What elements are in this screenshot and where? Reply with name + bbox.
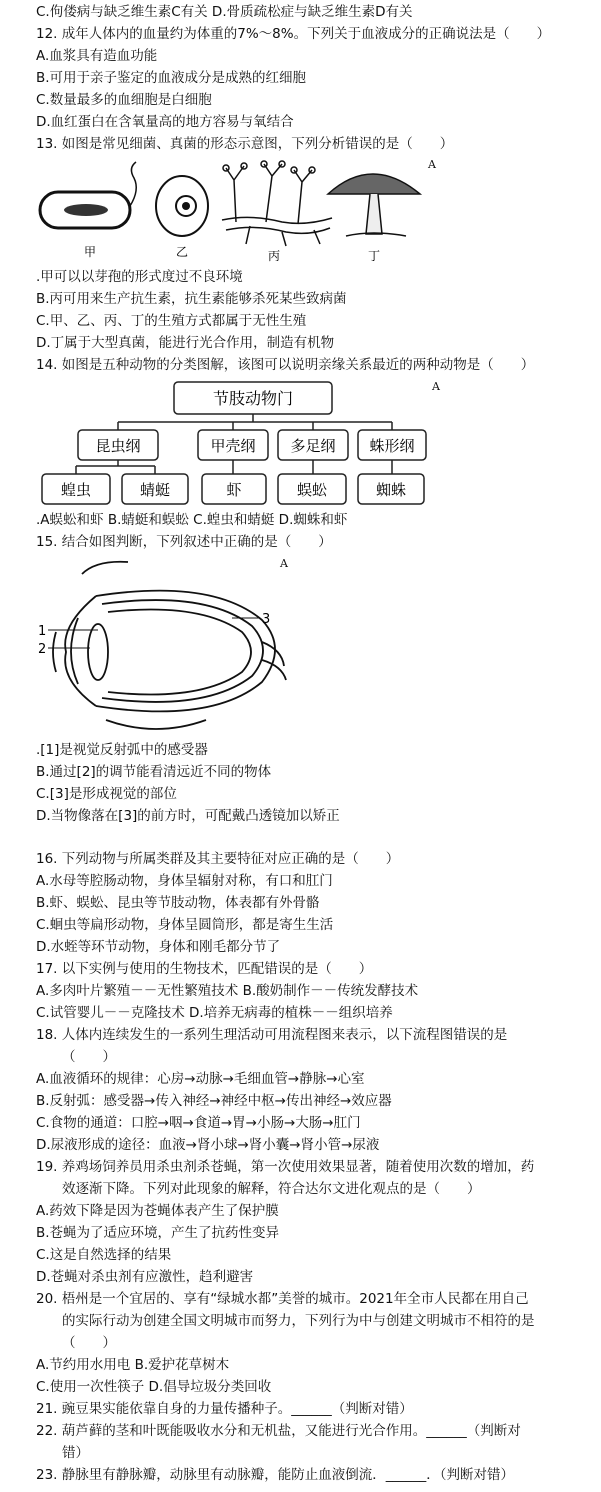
class-insecta: 昆虫纲 xyxy=(95,437,141,455)
q13-stem: 13. 如图是常见细菌、真菌的形态示意图，下列分析错误的是（ ） xyxy=(36,136,454,152)
q18-option-c: C.食物的通道：口腔→咽→食道→胃→小肠→大肠→肛门 xyxy=(36,1115,361,1131)
q17-stem: 17. 以下实例与使用的生物技术，匹配错误的是（ ） xyxy=(36,961,373,977)
class-myriapoda: 多足纲 xyxy=(290,437,336,455)
class-crustacea: 甲壳纲 xyxy=(210,437,256,455)
q15-figure xyxy=(36,556,296,738)
q12-option-d: D.血红蛋白在含氧量高的地方容易与氧结合 xyxy=(36,114,294,130)
q13-figure xyxy=(36,160,436,268)
q14-figure xyxy=(36,378,436,508)
q17-options-cd: C.试管婴儿－－克隆技术 D.培养无病毒的植株－－组织培养 xyxy=(36,1005,393,1021)
q12-option-a: A.血浆具有造血功能 xyxy=(36,48,158,64)
q17-options-ab: A.多肉叶片繁殖－－无性繁殖技术 B.酸奶制作－－传统发酵技术 xyxy=(36,983,419,999)
q13-option-b: B.丙可用来生产抗生素，抗生素能够杀死某些致病菌 xyxy=(36,291,347,307)
q19-option-d: D.苍蝇对杀虫剂有应激性，趋利避害 xyxy=(36,1269,254,1285)
class-arachnida: 蛛形纲 xyxy=(369,437,415,455)
label-yi: 乙 xyxy=(176,245,189,259)
q16-stem: 16. 下列动物与所属类群及其主要特征对应正确的是（ ） xyxy=(36,851,400,867)
q13-option-a: .甲可以以芽孢的形式度过不良环境 xyxy=(36,269,243,285)
q18-stem-bracket: （ ） xyxy=(62,1049,116,1065)
q15-option-d: D.当物像落在[3]的前方时，可配戴凸透镜加以矫正 xyxy=(36,808,340,824)
mold-bing-drawing xyxy=(222,161,332,246)
animal-locust: 蝗虫 xyxy=(60,481,92,499)
q15-stem: 15. 结合如图判断，下列叙述中正确的是（ ） xyxy=(36,534,332,550)
q18-option-b: B.反射弧：感受器→传入神经→神经中枢→传出神经→效应器 xyxy=(36,1093,392,1109)
q20-stem: 20. 梧州是一个宜居的、享有“绿城水都”美誉的城市。2021年全市人民都在用自己 xyxy=(36,1291,529,1307)
q18-option-d: D.尿液形成的途径：血液→肾小球→肾小囊→肾小管→尿液 xyxy=(36,1137,380,1153)
q16-option-b: B.虾、蜈蚣、昆虫等节肢动物，体表都有外骨骼 xyxy=(36,895,320,911)
animal-dragonfly: 蜻蜓 xyxy=(139,481,171,499)
q11-option-cd: C.佝偻病与缺乏维生素C有关 D.骨质疏松症与缺乏维生素D有关 xyxy=(36,4,413,20)
yeast-yi-drawing xyxy=(156,176,208,236)
q12-stem: 12. 成年人体内的血量约为体重的7%～8%。下列关于血液成分的正确说法是（ ） xyxy=(36,26,551,42)
q16-option-c: C.蛔虫等扁形动物，身体呈圆筒形，都是寄生生活 xyxy=(36,917,334,933)
q14-stem: 14. 如图是五种动物的分类图解，该图可以说明亲缘关系最近的两种动物是（ ） xyxy=(36,357,535,373)
q14-options: .A蜈蚣和虾 B.蜻蜓和蜈蚣 C.蝗虫和蜻蜓 D.蜘蛛和虾 xyxy=(36,512,348,528)
q15-option-b: B.通过[2]的调节能看清远近不同的物体 xyxy=(36,764,272,780)
label-bing: 丙 xyxy=(268,249,281,263)
q14-mark: A xyxy=(432,380,440,393)
q15-mark: A xyxy=(280,557,288,570)
q15-option-a: .[1]是视觉反射弧中的感受器 xyxy=(36,742,208,758)
q19-option-b: B.苍蝇为了适应环境，产生了抗药性变异 xyxy=(36,1225,280,1241)
q19-stem-cont: 效逐渐下降。下列对此现象的解释，符合达尔文进化观点的是（ ） xyxy=(62,1181,481,1197)
eye-label-1: 1 xyxy=(38,624,47,639)
q18-option-a: A.血液循环的规律：心房→动脉→毛细血管→静脉→心室 xyxy=(36,1071,365,1087)
bacterium-jia-drawing xyxy=(40,162,136,228)
label-jia: 甲 xyxy=(84,245,97,259)
q15-option-c: C.[3]是形成视觉的部位 xyxy=(36,786,177,802)
label-ding: 丁 xyxy=(368,249,381,263)
q20-stem-cont: 的实际行动为创建全国文明城市而努力，下列行为中与创建文明城市不相符的是 xyxy=(62,1313,535,1329)
q20-options-cd: C.使用一次性筷子 D.倡导垃圾分类回收 xyxy=(36,1379,272,1395)
q12-option-c: C.数量最多的血细胞是白细胞 xyxy=(36,92,212,108)
q18-stem: 18. 人体内连续发生的一系列生理活动可用流程图来表示，以下流程图错误的是 xyxy=(36,1027,508,1043)
q13-option-c: C.甲、乙、丙、丁的生殖方式都属于无性生殖 xyxy=(36,313,307,329)
q22-stem-cont: 错） xyxy=(62,1445,89,1461)
q19-option-c: C.这是自然选择的结果 xyxy=(36,1247,172,1263)
q12-option-b: B.可用于亲子鉴定的血液成分是成熟的红细胞 xyxy=(36,70,307,86)
q19-option-a: A.药效下降是因为苍蝇体表产生了保护膜 xyxy=(36,1203,279,1219)
eye-label-2: 2 xyxy=(38,642,47,657)
q20-options-ab: A.节约用水用电 B.爱护花草树木 xyxy=(36,1357,230,1373)
q22-stem: 22. 葫芦藓的茎和叶既能吸收水分和无机盐，又能进行光合作用。______（判断对 xyxy=(36,1423,521,1439)
q19-stem: 19. 养鸡场饲养员用杀虫剂杀苍蝇，第一次使用效果显著，随着使用次数的增加，药 xyxy=(36,1159,535,1175)
q23-stem: 23. 静脉里有静脉瓣，动脉里有动脉瓣，能防止血液倒流．______．（判断对错） xyxy=(36,1467,515,1483)
phylum-label: 节肢动物门 xyxy=(212,389,294,408)
q16-option-a: A.水母等腔肠动物，身体呈辐射对称，有口和肛门 xyxy=(36,873,333,889)
q20-stem-bracket: （ ） xyxy=(62,1335,116,1351)
animal-spider: 蜘蛛 xyxy=(375,481,407,499)
q16-option-d: D.水蛭等环节动物，身体和刚毛都分节了 xyxy=(36,939,281,955)
q21-stem: 21. 豌豆果实能依靠自身的力量传播种子。______（判断对错） xyxy=(36,1401,413,1417)
animal-centipede: 蜈蚣 xyxy=(296,481,328,499)
mushroom-ding-drawing xyxy=(328,174,420,236)
eye-label-3: 3 xyxy=(262,612,271,627)
q13-mark: A xyxy=(428,158,436,171)
q13-option-d: D.丁属于大型真菌，能进行光合作用，制造有机物 xyxy=(36,335,335,351)
animal-shrimp: 虾 xyxy=(226,481,242,499)
